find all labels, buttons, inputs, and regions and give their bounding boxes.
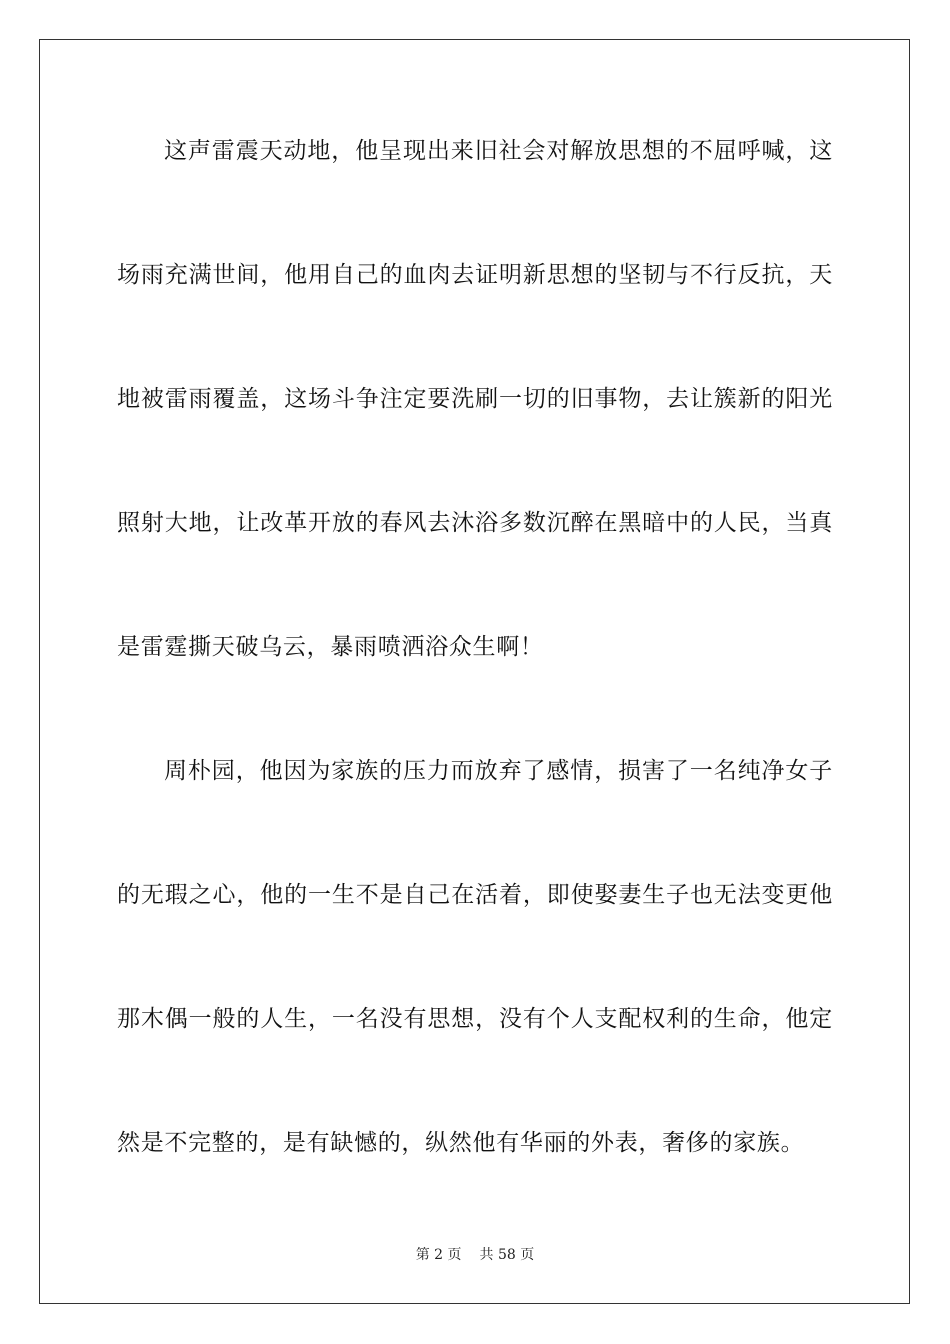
paragraph-1-line-1: 这声雷震天动地，他呈现出来旧社会对解放思想的不屈呼喊，这 <box>164 138 833 164</box>
page-footer <box>0 1245 950 1265</box>
paragraph-2-line-4: 然是不完整的，是有缺憾的，纵然他有华丽的外表，奢侈的家族。 <box>117 1130 805 1156</box>
paragraph-1-line-4: 照射大地，让改革开放的春风去沐浴多数沉醉在黑暗中的人民，当真 <box>117 510 833 536</box>
paragraph-1-line-2: 场雨充满世间，他用自己的血肉去证明新思想的坚韧与不行反抗，天 <box>117 262 833 288</box>
page-number: 第 2 页 <box>415 1247 462 1263</box>
paragraph-2-line-2: 的无瑕之心，他的一生不是自己在活着，即使娶妻生子也无法变更他 <box>117 882 833 908</box>
page-border <box>39 39 910 1304</box>
paragraph-2-line-1: 周朴园，他因为家族的压力而放弃了感情，损害了一名纯净女子 <box>164 758 833 784</box>
total-pages: 共 58 页 <box>479 1247 535 1263</box>
paragraph-1-line-3: 地被雷雨覆盖，这场斗争注定要洗刷一切的旧事物，去让簇新的阳光 <box>117 386 833 412</box>
paragraph-2-line-3: 那木偶一般的人生，一名没有思想，没有个人支配权利的生命，他定 <box>117 1006 833 1032</box>
paragraph-1-line-5: 是雷霆撕天破乌云，暴雨喷洒浴众生啊！ <box>117 634 544 660</box>
